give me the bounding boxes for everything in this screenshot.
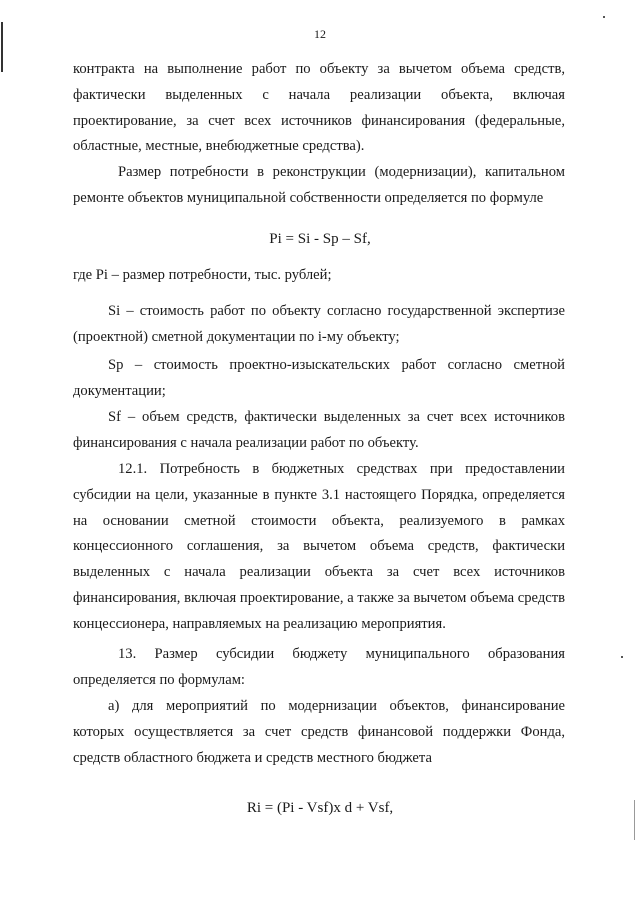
paragraph-sp-definition: Sp – стоимость проектно-изыскательских работ согласно сметной документации; [73, 357, 565, 399]
paragraph-sf-definition: Sf – объем средств, фактически выделенных за счет всех источников финансирования с начала реализации работ по объекту. [73, 409, 565, 451]
scan-speck [603, 16, 605, 18]
paragraph-12-1: 12.1. Потребность в бюджетных средствах при предоставлении субсидии на цели, указанные в пункте 3.1 настоящего Порядка, определяется на основании сметной стоимости объекта, реализуемого в рамках концессионного соглашения, за вычетом объема средств, фактически выделенных с начала реализации объекта за счет всех источников финансирования, включая проектирование, а также за вычетом объема средств концессионера, направляемых на реализацию мероприятия. [73, 461, 565, 632]
page-number: 12 [314, 27, 326, 41]
scan-speck [621, 656, 623, 658]
paragraph-contract-continuation: контракта на выполнение работ по объекту за вычетом объема средств, фактически выделенных с начала реализации объекта, включая проектирование, за счет всех источников финансирования (федеральные, областные, местные, внебюджетные средства). [73, 61, 565, 155]
paragraph-si-definition: Si – стоимость работ по объекту согласно государственной экспертизе (проектной) сметной документации по i-му объекту; [73, 303, 565, 345]
paragraph-13-a: а) для мероприятий по модернизации объектов, финансирование которых осуществляется за счет средств финансовой поддержки Фонда, средств областного бюджета и средств местного бюджета [73, 698, 565, 766]
paragraph-pi-definition: где Pi – размер потребности, тыс. рублей; [73, 267, 332, 283]
formula-need: Pi = Si - Sp – Sf, [269, 231, 371, 247]
paragraph-13: 13. Размер субсидии бюджету муниципального образования определяется по формулам: [73, 646, 565, 688]
formula-subsidy: Ri = (Pi - Vsf)x d + Vsf, [246, 800, 394, 816]
paragraph-need-size: Размер потребности в реконструкции (модернизации), капитальном ремонте объектов муниципальной собственности определяется по формуле [73, 164, 565, 206]
